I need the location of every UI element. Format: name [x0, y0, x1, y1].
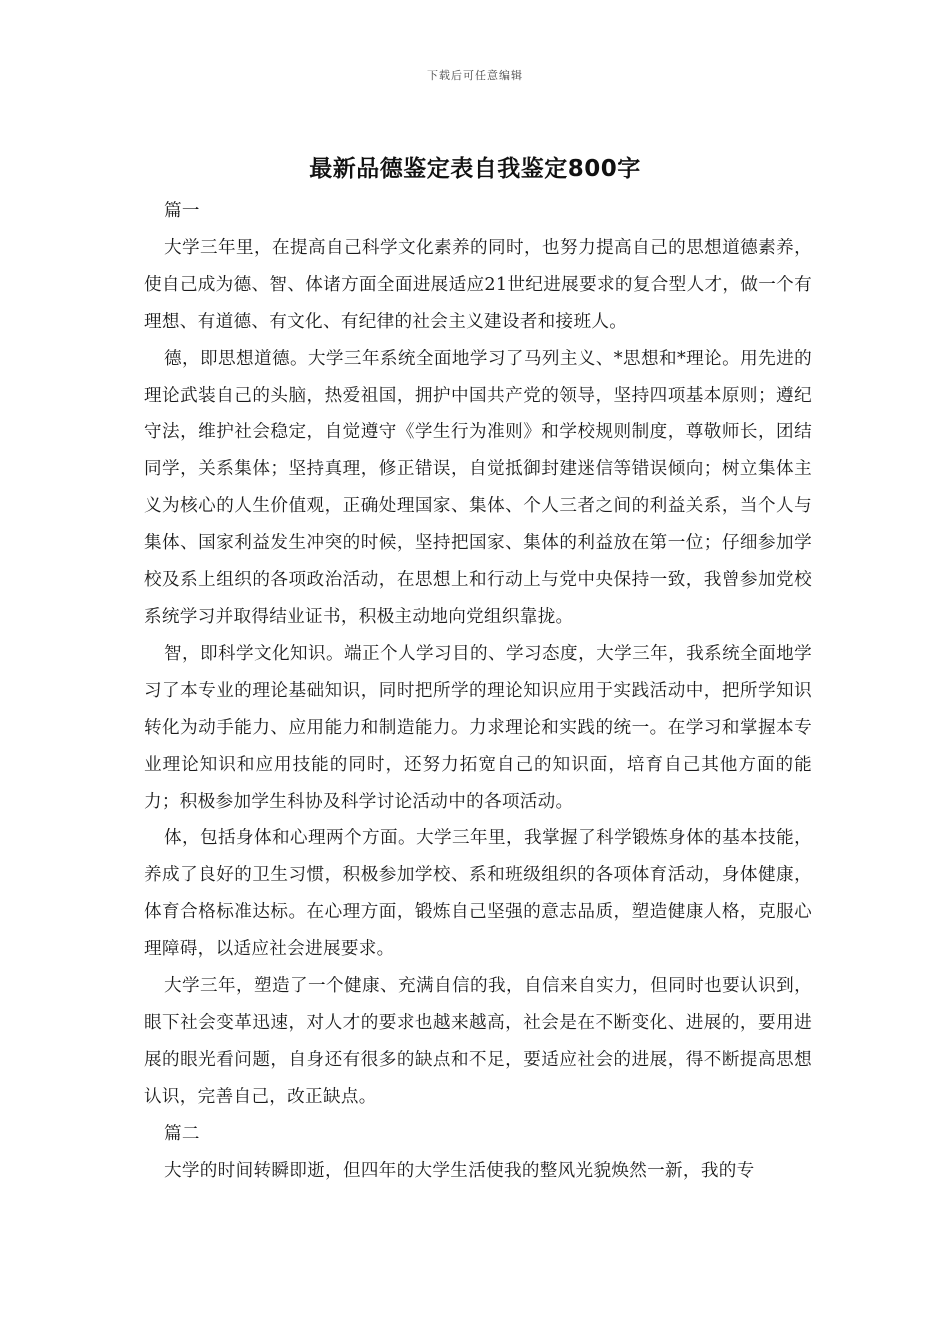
document-body — [144, 193, 812, 1189]
paragraph-intro: 大学三年里，在提高自己科学文化素养的同时，也努力提高自己的思想道德素养，使自己成为德、智、体诸方面全面进展适应21世纪进展要求的复合型人才，做一个有理想、有道德、有文化、有纪律的社会主义建设者和接班人。 — [144, 237, 812, 332]
section-heading-1: 篇一 — [164, 201, 200, 221]
paragraph-morality: 德，即思想道德。大学三年系统全面地学习了马列主义、*思想和*理论。用先进的理论武装自己的头脑，热爱祖国，拥护中国共产党的领导，坚持四项基本原则；遵纪守法，维护社会稳定，自觉遵守《学生行为准则》和学校规则制度，尊敬师长，团结同学，关系集体；坚持真理，修正错误，自觉抵御封建迷信等错误倾向；树立集体主义为核心的人生价值观，正确处理国家、集体、个人三者之间的利益关系，当个人与集体、国家利益发生冲突的时候，坚持把国家、集体的利益放在第一位；仔细参加学校及系上组织的各项政治活动，在思想上和行动上与党中央保持一致，我曾参加党校系统学习并取得结业证书，积极主动地向党组织靠拢。 — [144, 348, 812, 627]
document-title: 最新品德鉴定表自我鉴定800字 — [309, 156, 641, 182]
paragraph-summary: 大学三年，塑造了一个健康、充满自信的我，自信来自实力，但同时也要认识到，眼下社会变革迅速，对人才的要求也越来越高，社会是在不断变化、进展的，要用进展的眼光看问题，自身还有很多的缺点和不足，要适应社会的进展，得不断提高思想认识，完善自己，改正缺点。 — [144, 976, 812, 1107]
section-heading-2: 篇二 — [164, 1123, 200, 1144]
paragraph-part2-start: 大学的时间转瞬即逝，但四年的大学生活使我的整风光貌焕然一新，我的专 — [164, 1160, 755, 1181]
paragraph-knowledge: 智，即科学文化知识。端正个人学习目的、学习态度，大学三年，我系统全面地学习了本专业的理论基础知识，同时把所学的理论知识应用于实践活动中，把所学知识转化为动手能力、应用能力和制造能力。力求理论和实践的统一。在学习和掌握本专业理论知识和应用技能的同时，还努力拓宽自己的知识面，培育自己其他方面的能力；积极参加学生科协及科学讨论活动中的各项活动。 — [144, 643, 812, 812]
header-note: 下载后可任意编辑 — [427, 69, 523, 82]
paragraph-physical: 体，包括身体和心理两个方面。大学三年里，我掌握了科学锻炼身体的基本技能，养成了良好的卫生习惯，积极参加学校、系和班级组织的各项体育活动，身体健康，体育合格标准达标。在心理方面，锻炼自己坚强的意志品质，塑造健康人格，克服心理障碍，以适应社会进展要求。 — [144, 828, 812, 960]
